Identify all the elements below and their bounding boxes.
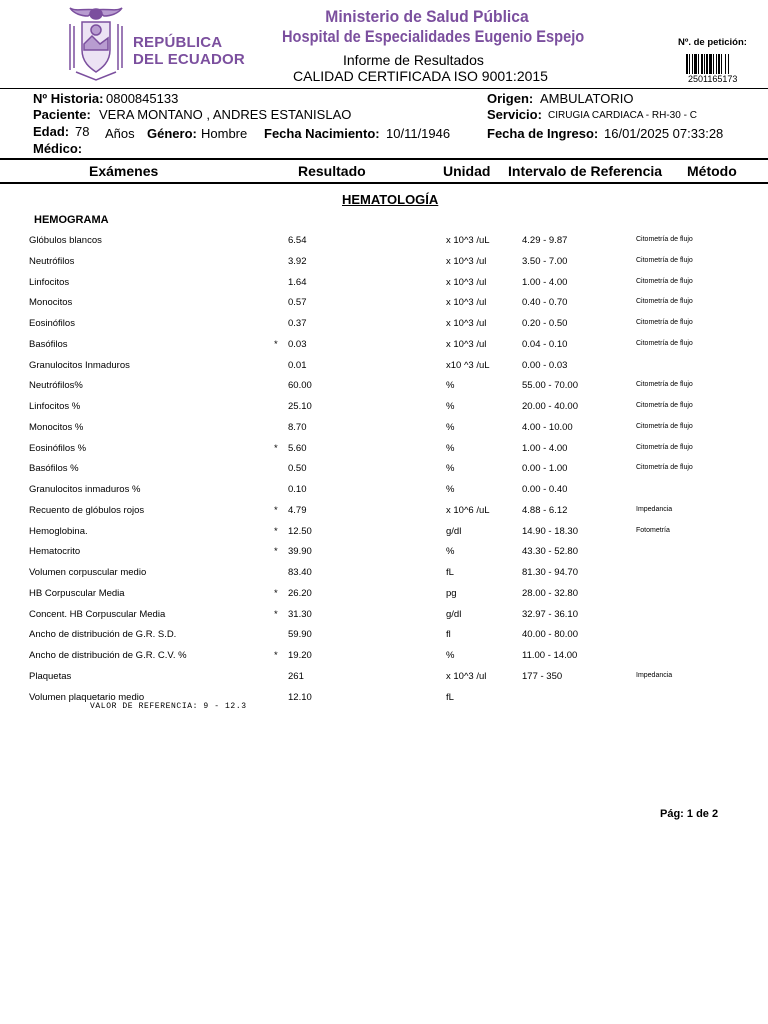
birthdate-label: Fecha Nacimiento: [264, 126, 380, 141]
method-value: Citometría de flujo [636, 422, 693, 430]
reference-range: 0.40 - 0.70 [522, 297, 568, 309]
result-value: 59.90 [288, 629, 312, 641]
table-row [0, 609, 768, 623]
col-header-unit: Unidad [443, 163, 491, 179]
service-label: Servicio: [487, 107, 542, 122]
exam-name: Linfocitos [29, 276, 70, 288]
patient-name: VERA MONTANO , ANDRES ESTANISLAO [99, 107, 352, 122]
table-row [0, 484, 768, 498]
exam-name: Volumen plaquetario medio [29, 691, 145, 703]
unit-value: fL [446, 691, 454, 703]
reference-range: 32.97 - 36.10 [522, 608, 578, 620]
table-row [0, 671, 768, 685]
service-value: CIRUGIA CARDIACA - RH-30 - C [548, 110, 697, 121]
table-row [0, 526, 768, 540]
unit-value: fl [446, 629, 451, 641]
result-value: 12.50 [288, 525, 312, 537]
years-label: Años [105, 126, 135, 141]
ministry-title: Ministerio de Salud Pública [325, 7, 529, 26]
unit-value: x10 ^3 /uL [446, 359, 490, 371]
reference-range: 11.00 - 14.00 [522, 650, 578, 661]
abnormal-flag: * [274, 442, 278, 454]
unit-value: x 10^3 /ul [446, 255, 487, 267]
result-value: 1.64 [288, 276, 307, 288]
reference-range: 177 - 350 [522, 670, 563, 682]
unit-value: x 10^3 /ul [446, 297, 487, 309]
section-title: HEMATOLOGÍA [342, 192, 439, 207]
report-title: Informe de Resultados [343, 52, 484, 68]
method-value: Citometría de flujo [636, 464, 693, 472]
table-row [0, 463, 768, 477]
exam-name: Recuento de glóbulos rojos [29, 504, 145, 516]
exam-name: Eosinófilos % [29, 442, 87, 454]
historia-label: Nº Historia: [33, 91, 104, 106]
table-row [0, 422, 768, 436]
method-value: Citometría de flujo [636, 339, 693, 347]
reference-range: 28.00 - 32.80 [522, 587, 578, 599]
table-row [0, 401, 768, 415]
reference-range: 55.00 - 70.00 [522, 380, 578, 392]
reference-range: 1.00 - 4.00 [522, 276, 568, 288]
age-value: 78 [75, 124, 90, 139]
barcode [686, 54, 746, 74]
result-value: 0.50 [288, 463, 307, 475]
admission-value: 16/01/2025 07:33:28 [604, 126, 724, 141]
reference-range: 14.90 - 18.30 [522, 525, 578, 537]
method-value: Impedancia [636, 505, 673, 513]
col-header-result: Resultado [298, 163, 366, 179]
reference-range: 81.30 - 94.70 [522, 567, 578, 578]
table-row [0, 567, 768, 581]
reference-range: 43.30 - 52.80 [522, 546, 578, 558]
unit-value: % [446, 546, 455, 558]
result-value: 26.20 [288, 587, 312, 599]
table-row [0, 380, 768, 394]
hospital-title: Hospital de Especialidades Eugenio Espejo [282, 27, 585, 46]
result-value: 6.54 [288, 235, 307, 246]
quality-certification: CALIDAD CERTIFICADA ISO 9001:2015 [293, 68, 548, 84]
unit-value: % [446, 650, 455, 661]
reference-range: 0.20 - 0.50 [522, 318, 568, 329]
exam-name: Ancho de distribución de G.R. C.V. % [29, 650, 187, 661]
unit-value: % [446, 380, 455, 392]
result-value: 83.40 [288, 567, 312, 578]
table-row [0, 629, 768, 643]
result-value: 0.37 [288, 318, 307, 329]
exam-name: Hematocrito [29, 546, 81, 558]
admission-label: Fecha de Ingreso: [487, 126, 599, 141]
reference-range: 4.88 - 6.12 [522, 504, 568, 516]
exam-name: Linfocitos % [29, 401, 81, 412]
exam-name: Monocitos [29, 297, 73, 309]
unit-value: x 10^3 /ul [446, 276, 487, 288]
result-value: 25.10 [288, 401, 312, 412]
exam-name: Ancho de distribución de G.R. S.D. [29, 629, 177, 641]
result-value: 19.20 [288, 650, 312, 661]
exam-name: Monocitos % [29, 421, 84, 433]
exam-name: Plaquetas [29, 670, 72, 682]
exam-name: Eosinófilos [29, 318, 75, 329]
reference-range: 0.00 - 1.00 [522, 463, 568, 475]
reference-range: 20.00 - 40.00 [522, 401, 578, 412]
abnormal-flag: * [274, 608, 278, 620]
header-divider [0, 88, 768, 89]
result-value: 12.10 [288, 691, 312, 703]
unit-value: g/dl [446, 525, 462, 537]
table-row [0, 256, 768, 270]
unit-value: % [446, 421, 455, 433]
table-row [0, 297, 768, 311]
unit-value: % [446, 442, 455, 454]
unit-value: g/dl [446, 608, 462, 620]
method-value: Impedancia [636, 671, 673, 679]
exam-name: Volumen corpuscular medio [29, 567, 147, 578]
abnormal-flag: * [274, 650, 278, 661]
method-value: Citometría de flujo [636, 236, 693, 243]
method-value: Fotometría [636, 526, 670, 534]
table-header-rule [0, 182, 768, 184]
petition-label: Nº. de petición: [678, 37, 747, 48]
table-row [0, 546, 768, 560]
doctor-label: Médico: [33, 141, 83, 156]
gender-label: Género: [147, 126, 197, 141]
result-value: 31.30 [288, 608, 312, 620]
unit-value: % [446, 401, 455, 412]
reference-range: 3.50 - 7.00 [522, 255, 568, 267]
abnormal-flag: * [274, 338, 278, 350]
abnormal-flag: * [274, 504, 278, 516]
exam-name: Neutrófilos [29, 255, 75, 267]
origin-label: Origen: [487, 91, 534, 106]
unit-value: x 10^3 /ul [446, 318, 487, 329]
result-value: 4.79 [288, 504, 307, 516]
petition-number: 2501165173 [688, 74, 738, 84]
table-row [0, 443, 768, 457]
exam-name: HB Corpuscular Media [29, 587, 125, 599]
unit-value: x 10^3 /uL [446, 235, 490, 246]
method-value: Citometría de flujo [636, 319, 693, 326]
reference-range: 1.00 - 4.00 [522, 442, 568, 454]
result-value: 0.10 [288, 484, 307, 495]
page-number: Pág: 1 de 2 [660, 808, 719, 820]
unit-value: % [446, 484, 455, 495]
abnormal-flag: * [274, 525, 278, 537]
exam-name: Granulocitos inmaduros % [29, 484, 141, 495]
result-value: 3.92 [288, 255, 307, 267]
result-value: 8.70 [288, 421, 307, 433]
unit-value: % [446, 463, 455, 475]
unit-value: pg [446, 587, 457, 599]
coat-of-arms-logo [56, 4, 136, 84]
reference-range: 4.29 - 9.87 [522, 235, 568, 246]
reference-range: 40.00 - 80.00 [522, 629, 578, 641]
republic-name: REPÚBLICA DEL ECUADOR [133, 34, 245, 68]
result-value: 39.90 [288, 546, 312, 558]
exam-name: Neutrófilos% [29, 380, 83, 392]
col-header-reference: Intervalo de Referencia [508, 163, 663, 179]
col-header-exams: Exámenes [89, 163, 159, 179]
col-header-method: Método [687, 163, 737, 179]
reference-range: 4.00 - 10.00 [522, 421, 573, 433]
exam-name: Concent. HB Corpuscular Media [29, 608, 166, 620]
method-value: Citometría de flujo [636, 402, 693, 409]
result-value: 0.01 [288, 359, 307, 371]
method-value: Citometría de flujo [636, 443, 693, 451]
gender-value: Hombre [201, 126, 248, 141]
reference-range: 0.00 - 0.03 [522, 359, 568, 371]
exam-name: Hemoglobina. [29, 525, 88, 537]
table-row [0, 588, 768, 602]
age-label: Edad: [33, 124, 70, 139]
table-row [0, 360, 768, 374]
table-row [0, 277, 768, 291]
result-value: 60.00 [288, 380, 312, 392]
unit-value: fL [446, 567, 454, 578]
patient-label: Paciente: [33, 107, 91, 122]
origin-value: AMBULATORIO [540, 91, 634, 106]
exam-name: Glóbulos blancos [29, 235, 102, 246]
table-row [0, 339, 768, 353]
table-row [0, 505, 768, 519]
abnormal-flag: * [274, 587, 278, 599]
exam-name: Granulocitos Inmaduros [29, 359, 130, 371]
table-top-rule [0, 158, 768, 160]
exam-name: Basófilos [29, 338, 68, 350]
historia-value: 0800845133 [106, 91, 179, 106]
result-value: 0.57 [288, 297, 307, 309]
table-row [0, 318, 768, 332]
method-value: Citometría de flujo [636, 256, 693, 264]
unit-value: x 10^6 /uL [446, 504, 490, 516]
reference-note: VALOR DE REFERENCIA: 9 - 12.3 [90, 702, 247, 711]
result-value: 5.60 [288, 442, 307, 454]
unit-value: x 10^3 /ul [446, 338, 487, 350]
abnormal-flag: * [274, 546, 278, 558]
method-value: Citometría de flujo [636, 298, 693, 306]
unit-value: x 10^3 /ul [446, 670, 487, 682]
table-row [0, 650, 768, 664]
reference-range: 0.04 - 0.10 [522, 338, 568, 350]
birthdate-value: 10/11/1946 [386, 126, 451, 141]
reference-range: 0.00 - 0.40 [522, 484, 568, 495]
result-value: 0.03 [288, 338, 307, 350]
subsection-title: HEMOGRAMA [34, 214, 109, 226]
result-value: 261 [288, 670, 304, 682]
method-value: Citometría de flujo [636, 277, 693, 285]
method-value: Citometría de flujo [636, 381, 693, 389]
exam-name: Basófilos % [29, 463, 79, 475]
table-row [0, 235, 768, 249]
